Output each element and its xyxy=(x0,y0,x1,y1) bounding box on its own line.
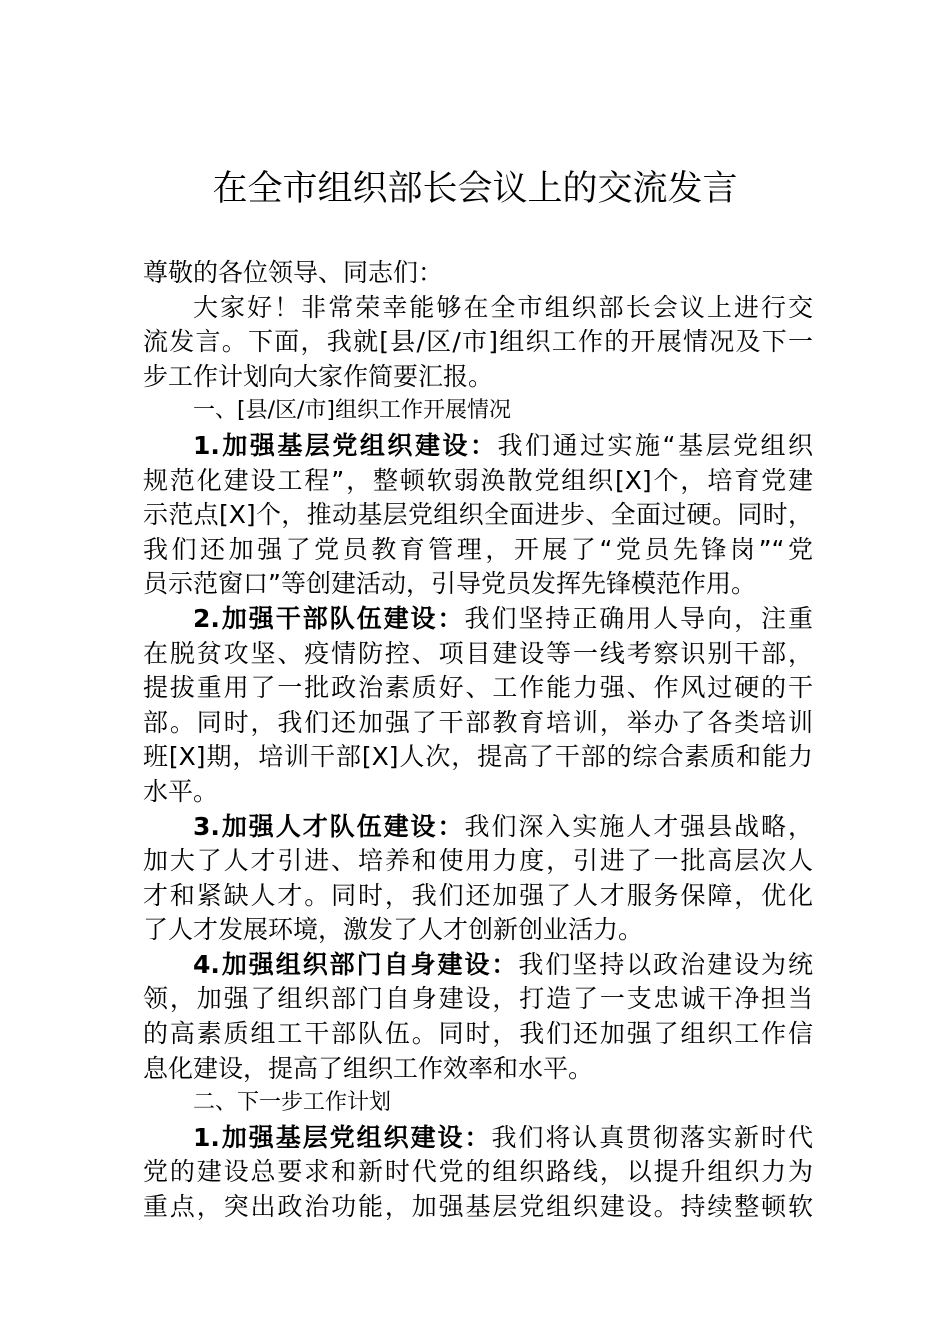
item-text: 我们坚持以政治建设为统 xyxy=(518,949,813,979)
paragraph-line: 大家好！非常荣幸能够在全市组织部长会议上进行交 xyxy=(193,292,813,322)
paragraph-line: 息化建设，提高了组织工作效率和水平。 xyxy=(143,1053,594,1083)
paragraph-line xyxy=(143,1121,813,1156)
item-text: 我们深入实施人才强县战略， xyxy=(464,811,813,841)
paragraph-line: 在脱贫攻坚、疫情防控、项目建设等一线考察识别干部， xyxy=(143,638,813,668)
item-lead: 1.加强基层党组织建设： xyxy=(193,1122,492,1152)
paragraph-line xyxy=(143,948,813,983)
salutation: 尊敬的各位领导、同志们： xyxy=(143,258,444,287)
paragraph-line: 党的建设总要求和新时代党的组织路线，以提升组织力为 xyxy=(143,1157,813,1187)
item-lead: 1.加强基层党组织建设： xyxy=(193,430,498,460)
paragraph-line: 员示范窗口”等创建活动，引导党员发挥先锋模范作用。 xyxy=(143,569,756,599)
paragraph-line: 领，加强了组织部门自身建设，打造了一支忠诚干净担当 xyxy=(143,984,813,1014)
item-text: 我们通过实施“基层党组织 xyxy=(497,430,813,460)
section1-item3 xyxy=(143,810,813,948)
section1-item2 xyxy=(143,602,813,810)
paragraph-line xyxy=(143,429,813,464)
paragraph-line: 重点，突出政治功能，加强基层党组织建设。持续整顿软 xyxy=(143,1192,813,1222)
paragraph-line: 我们还加强了党员教育管理，开展了“党员先锋岗”“党 xyxy=(143,534,813,564)
paragraph-line xyxy=(143,602,813,637)
item-lead: 2.加强干部队伍建设： xyxy=(193,603,465,633)
section1-item1 xyxy=(143,429,813,602)
item-text: 我们将认真贯彻落实新时代 xyxy=(491,1122,813,1152)
document-title: 在全市组织部长会议上的交流发言 xyxy=(212,169,738,209)
paragraph-line: 班[X]期，培训干部[X]人次，提高了干部的综合素质和能力 xyxy=(143,742,813,772)
section1-item4 xyxy=(143,948,813,1086)
item-text: 我们坚持正确用人导向，注重 xyxy=(464,603,813,633)
paragraph-line: 示范点[X]个，推动基层党组织全面进步、全面过硬。同时， xyxy=(143,500,813,530)
paragraph-line: 才和紧缺人才。同时，我们还加强了人才服务保障，优化 xyxy=(143,880,813,910)
section-heading-1: 一、[县/区/市]组织工作开展情况 xyxy=(193,398,511,424)
paragraph-line: 规范化建设工程”，整顿软弱涣散党组织[X]个，培育党建 xyxy=(143,465,813,495)
intro-paragraph xyxy=(143,291,813,395)
paragraph-line: 步工作计划向大家作简要汇报。 xyxy=(143,361,494,391)
paragraph-line xyxy=(143,810,813,845)
section2-item1 xyxy=(143,1121,813,1225)
paragraph-line: 提拔重用了一批政治素质好、工作能力强、作风过硬的干 xyxy=(143,673,813,703)
paragraph-line: 的高素质组工干部队伍。同时，我们还加强了组织工作信 xyxy=(143,1019,813,1049)
item-lead: 3.加强人才队伍建设： xyxy=(193,811,465,841)
item-lead: 4.加强组织部门自身建设： xyxy=(193,949,519,979)
section-heading-2: 二、下一步工作计划 xyxy=(193,1090,392,1116)
paragraph-line: 加大了人才引进、培养和使用力度，引进了一批高层次人 xyxy=(143,846,813,876)
paragraph-line: 水平。 xyxy=(143,776,219,806)
document-body xyxy=(143,256,813,1225)
paragraph-line: 了人才发展环境，激发了人才创新创业活力。 xyxy=(143,915,644,945)
paragraph-line: 流发言。下面，我就[县/区/市]组织工作的开展情况及下一 xyxy=(143,327,813,357)
paragraph-line: 部。同时，我们还加强了干部教育培训，举办了各类培训 xyxy=(143,707,813,737)
